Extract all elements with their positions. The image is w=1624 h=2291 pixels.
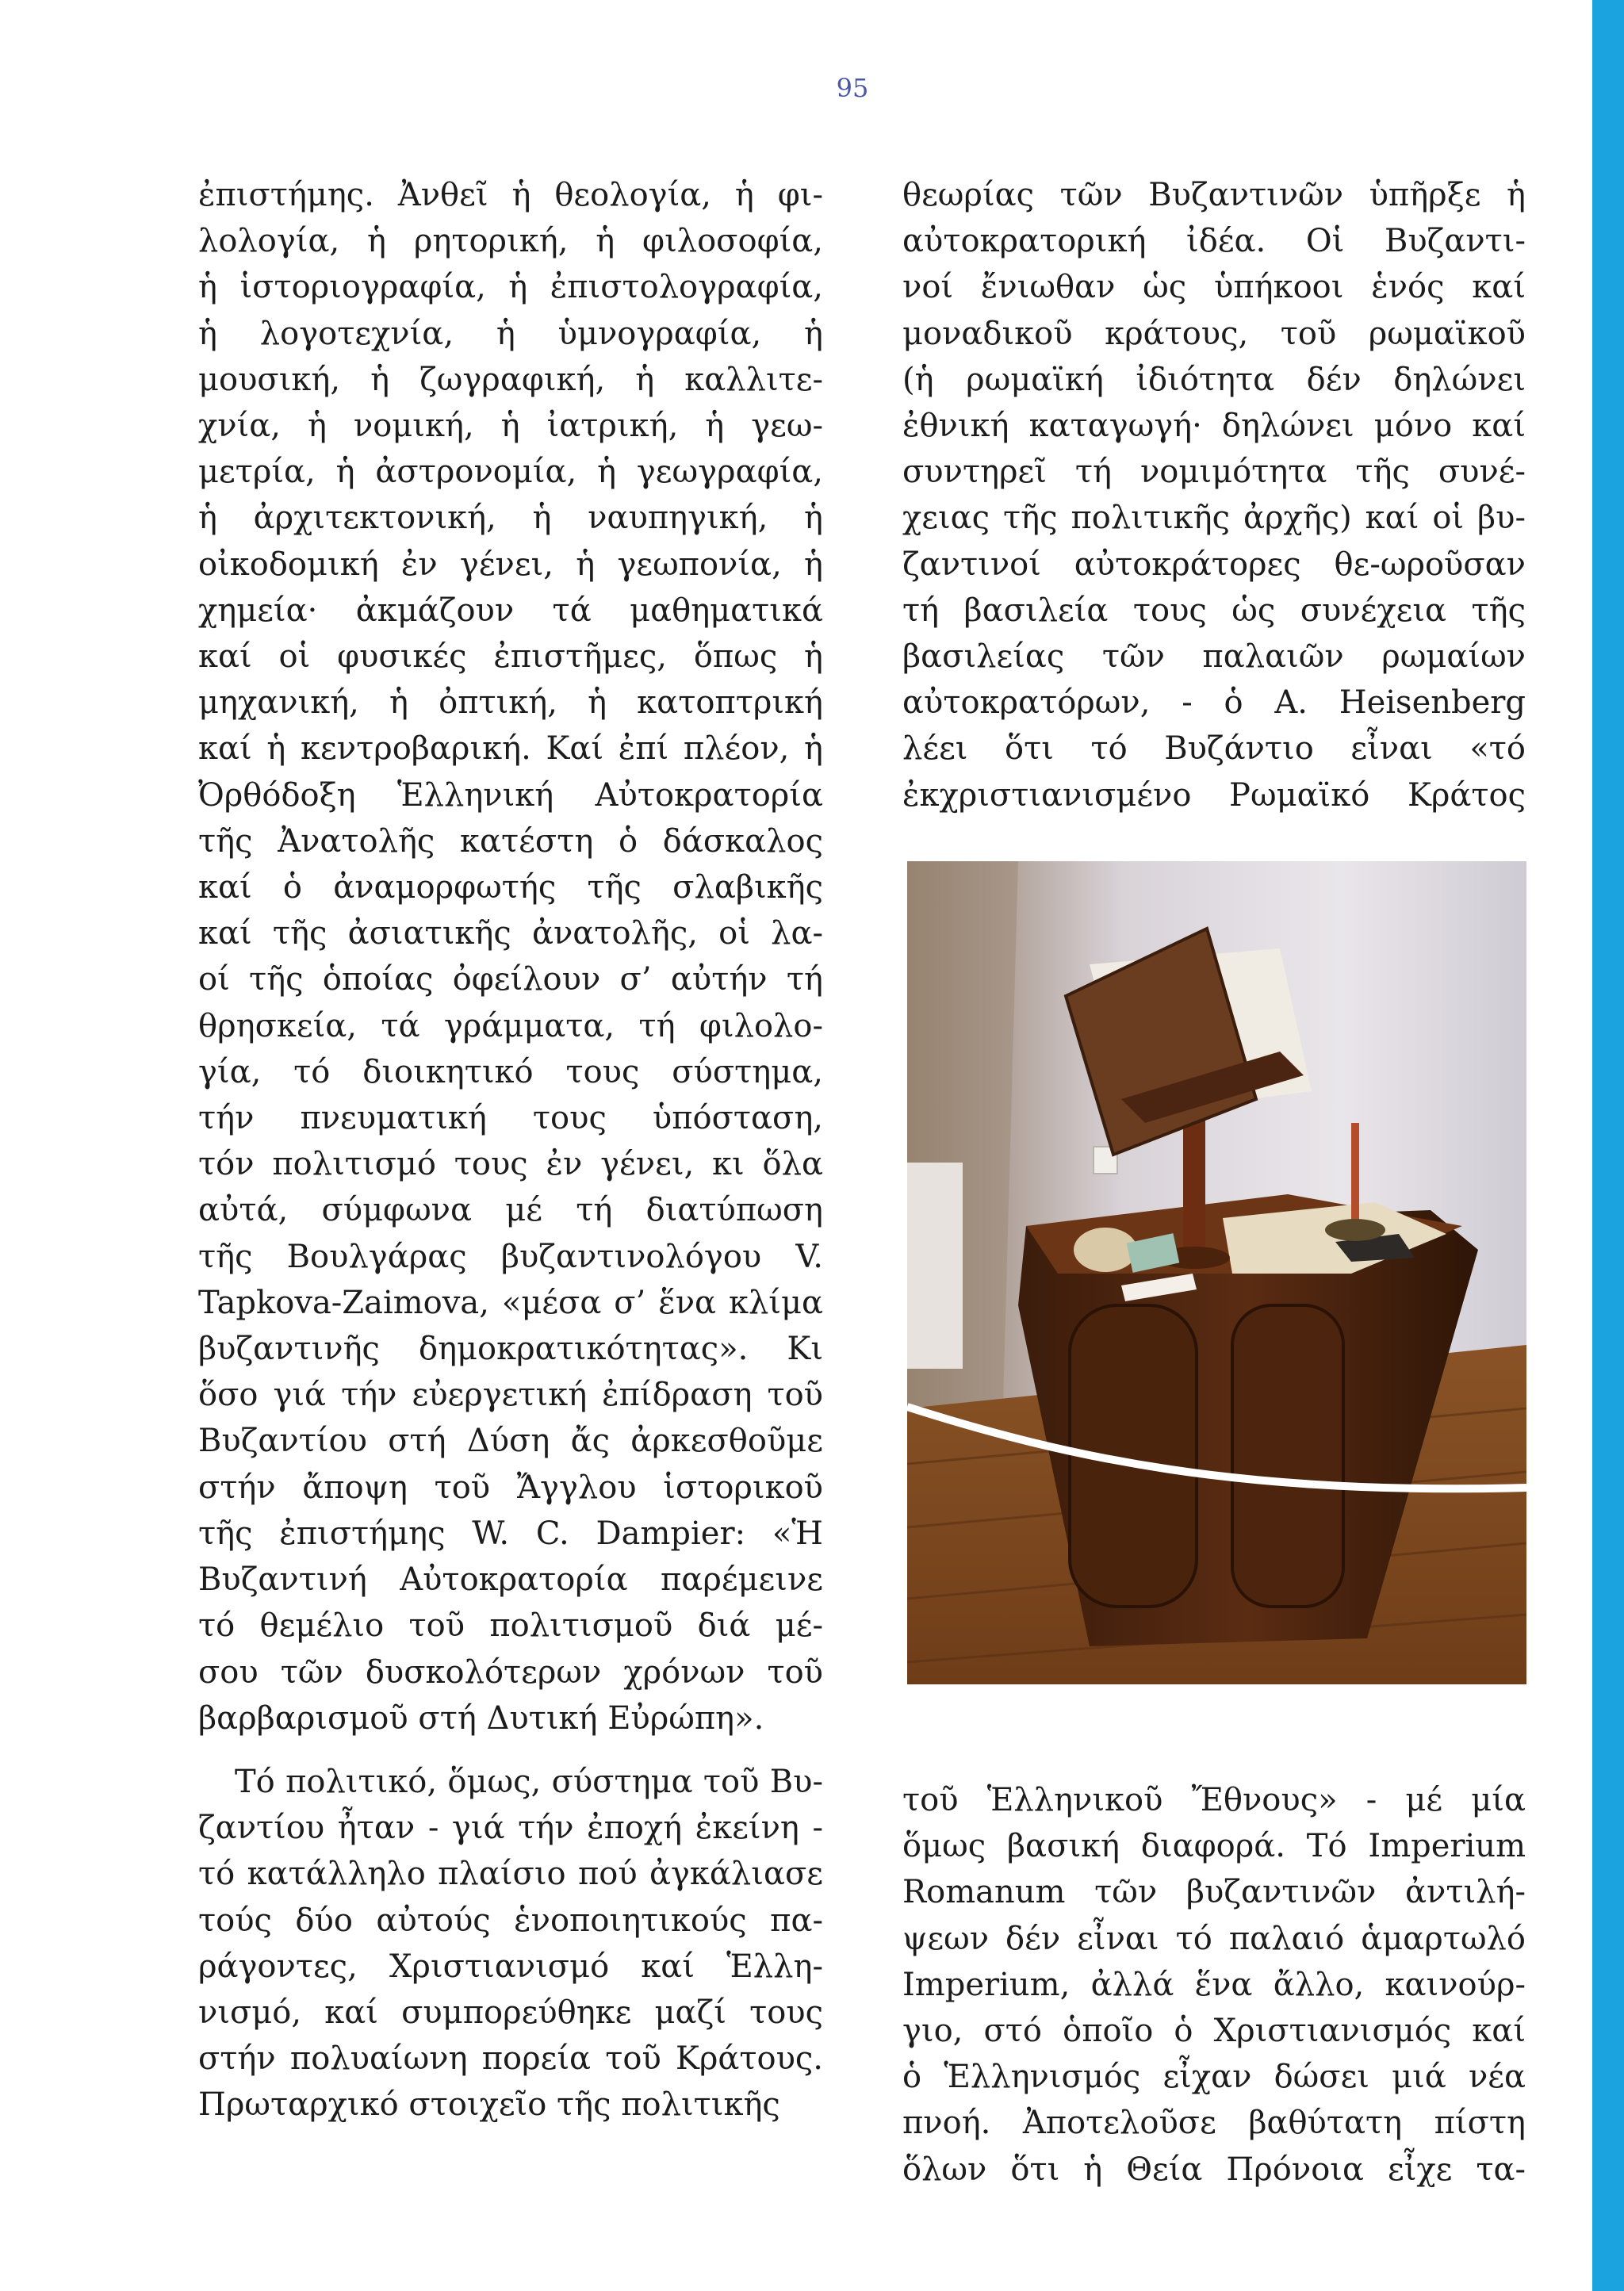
text-line: ἡ ἀρχιτεκτονική, ἡ ναυπηγική, ἡ — [198, 500, 823, 537]
text-line: τῆς ἐπιστήμης W. C. Dampier: «Ἡ — [198, 1515, 823, 1552]
text-line: θρησκεία, τά γράμματα, τή φιλολο- — [198, 1007, 823, 1044]
text-line: Romanum τῶν βυζαντινῶν ἀντιλή- — [902, 1874, 1526, 1911]
text-line: αὐτοκρατορική ἰδέα. Οἱ Βυζαντι- — [902, 223, 1526, 260]
text-line: Τό πολιτικό, ὅμως, σύστημα τοῦ Βυ- — [235, 1763, 823, 1800]
text-line: Imperium, ἀλλά ἕνα ἄλλο, καινούρ- — [902, 1966, 1526, 2003]
text-line: Βυζαντίου στή Δύση ἄς ἀρκεσθοῦμε — [198, 1423, 823, 1460]
text-line: οί τῆς ὁποίας ὀφείλουν σ’ αὐτήν τή — [198, 961, 823, 998]
text-line: μηχανική, ἡ ὀπτική, ἡ κατοπτρική — [198, 684, 823, 722]
text-line: λέει ὅτι τό Βυζάντιο εἶναι «τό — [902, 730, 1526, 768]
text-line: γία, τό διοικητικό τους σύστημα, — [198, 1053, 823, 1090]
right-text-column-bottom — [902, 1777, 1526, 2193]
text-line: τή βασιλεία τους ὡς συνέχεια τῆς — [902, 592, 1526, 629]
text-line: καί οἱ φυσικές ἐπιστῆμες, ὅπως ἡ — [198, 638, 823, 676]
text-line: νισμό, καί συμπορεύθηκε μαζί τους — [198, 1994, 823, 2031]
text-line: ὁ Ἑλληνισμός εἶχαν δώσει μιά νέα — [902, 2059, 1526, 2096]
text-line: βαρβαρισμοῦ στή Δυτική Εὐρώπη». — [198, 1699, 764, 1737]
text-line: αὐτοκρατόρων, - ὁ A. Heisenberg — [902, 684, 1526, 722]
text-line: ὅμως βασική διαφορά. Τό Imperium — [902, 1828, 1526, 1865]
paragraph — [198, 1759, 823, 2128]
page-number: 95 — [836, 73, 869, 103]
text-line: χειας τῆς πολιτικῆς ἀρχῆς) καί οἱ βυ- — [902, 500, 1526, 537]
paragraph — [902, 1777, 1526, 2193]
paragraph — [902, 172, 1526, 818]
text-line: λολογία, ἡ ρητορική, ἡ φιλοσοφία, — [198, 223, 823, 260]
text-line: ἡ ἱστοριογραφία, ἡ ἐπιστολογραφία, — [198, 269, 823, 306]
text-line: συντηρεῖ τή νομιμότητα τῆς συνέ- — [902, 454, 1526, 491]
text-line: στήν ἄποψη τοῦ Ἄγγλου ἱστορικοῦ — [198, 1469, 823, 1506]
text-line: θεωρίας τῶν Βυζαντινῶν ὑπῆρξε ἡ — [902, 177, 1526, 213]
page-edge-color-bar — [1592, 0, 1624, 2291]
text-line: καί τῆς ἀσιατικῆς ἀνατολῆς, οἱ λα- — [198, 915, 823, 952]
paragraph — [198, 172, 823, 1741]
text-line: σου τῶν δυσκολότερων χρόνων τοῦ — [198, 1653, 823, 1691]
text-line: ἐπιστήμης. Ἀνθεῖ ἡ θεολογία, ἡ φι- — [198, 177, 823, 213]
right-text-column-top — [902, 172, 1526, 818]
text-line: πνοή. Ἀποτελοῦσε βαθύτατη πίστη — [902, 2105, 1526, 2142]
text-line: μουσική, ἡ ζωγραφική, ἡ καλλιτε- — [198, 361, 823, 398]
text-line: Πρωταρχικό στοιχεῖο τῆς πολιτικῆς — [198, 2086, 780, 2124]
photo-lectern-on-cabinet — [907, 861, 1526, 1684]
text-line: νοί ἔνιωθαν ὡς ὑπήκοοι ἑνός καί — [902, 269, 1526, 306]
text-line: ὅλων ὅτι ἡ Θεία Πρόνοια εἶχε τα- — [902, 2151, 1526, 2188]
text-line: Βυζαντινή Αὐτοκρατορία παρέμεινε — [198, 1561, 823, 1599]
text-line: ζαντινοί αὐτοκράτορες θε-ωροῦσαν — [902, 546, 1526, 583]
text-line: τό κατάλληλο πλαίσιο πού ἀγκάλιασε — [198, 1856, 823, 1893]
text-line: Tapkova-Zaimova, «μέσα σ’ ἕνα κλίμα — [198, 1284, 823, 1321]
text-line: τῆς Βουλγάρας βυζαντινολόγου V. — [198, 1238, 823, 1275]
text-line: τοῦ Ἑλληνικοῦ Ἔθνους» - μέ μία — [902, 1782, 1526, 1818]
text-line: μοναδικοῦ κράτους, τοῦ ρωμαϊκοῦ — [902, 315, 1526, 352]
text-line: οἰκοδομική ἐν γένει, ἡ γεωπονία, ἡ — [198, 546, 823, 583]
left-text-column — [198, 172, 823, 2128]
text-line: καί ὁ ἀναμορφωτής τῆς σλαβικῆς — [198, 869, 823, 906]
text-line: ἡ λογοτεχνία, ἡ ὑμνογραφία, ἡ — [198, 315, 823, 352]
text-line: καί ἡ κεντροβαρική. Καί ἐπί πλέον, ἡ — [198, 730, 823, 768]
text-line: ζαντίου ἦταν - γιά τήν ἐποχή ἐκείνη - — [198, 1810, 823, 1847]
text-line: βυζαντινῆς δημοκρατικότητας». Κι — [198, 1331, 823, 1368]
text-line: ἐθνική καταγωγή· δηλώνει μόνο καί — [902, 408, 1526, 445]
text-line: ψεων δέν εἶναι τό παλαιό ἁμαρτωλό — [902, 1920, 1526, 1957]
text-line: τούς δύο αὐτούς ἑνοποιητικούς πα- — [198, 1902, 823, 1939]
text-line: στήν πολυαίωνη πορεία τοῦ Κράτους. — [198, 2040, 823, 2078]
text-line: τό θεμέλιο τοῦ πολιτισμοῦ διά μέ- — [198, 1607, 823, 1645]
text-line: μετρία, ἡ ἀστρονομία, ἡ γεωγραφία, — [198, 454, 823, 491]
text-line: Ὀρθόδοξη Ἑλληνική Αὐτοκρατορία — [198, 776, 823, 814]
text-line: χημεία· ἀκμάζουν τά μαθηματικά — [198, 592, 823, 629]
text-line: τόν πολιτισμό τους ἐν γένει, κι ὅλα — [198, 1146, 823, 1183]
text-line: τήν πνευματική τους ὑπόσταση, — [198, 1100, 823, 1137]
text-line: ὅσο γιά τήν εὐεργετική ἐπίδραση τοῦ — [198, 1377, 823, 1414]
text-line: ράγοντες, Χριστιανισμό καί Ἑλλη- — [198, 1948, 823, 1985]
text-line: τῆς Ἀνατολῆς κατέστη ὁ δάσκαλος — [198, 822, 823, 860]
text-line: βασιλείας τῶν παλαιῶν ρωμαίων — [902, 638, 1526, 676]
text-line: (ἡ ρωμαϊκή ἰδιότητα δέν δηλώνει — [902, 361, 1526, 398]
text-line: αὐτά, σύμφωνα μέ τή διατύπωση — [198, 1192, 823, 1229]
text-line: ἐκχριστιανισμένο Ρωμαϊκό Κράτος — [902, 776, 1526, 814]
text-line: γιο, στό ὁποῖο ὁ Χριστιανισμός καί — [902, 2013, 1526, 2050]
text-line: χνία, ἡ νομική, ἡ ἰατρική, ἡ γεω- — [198, 408, 823, 445]
